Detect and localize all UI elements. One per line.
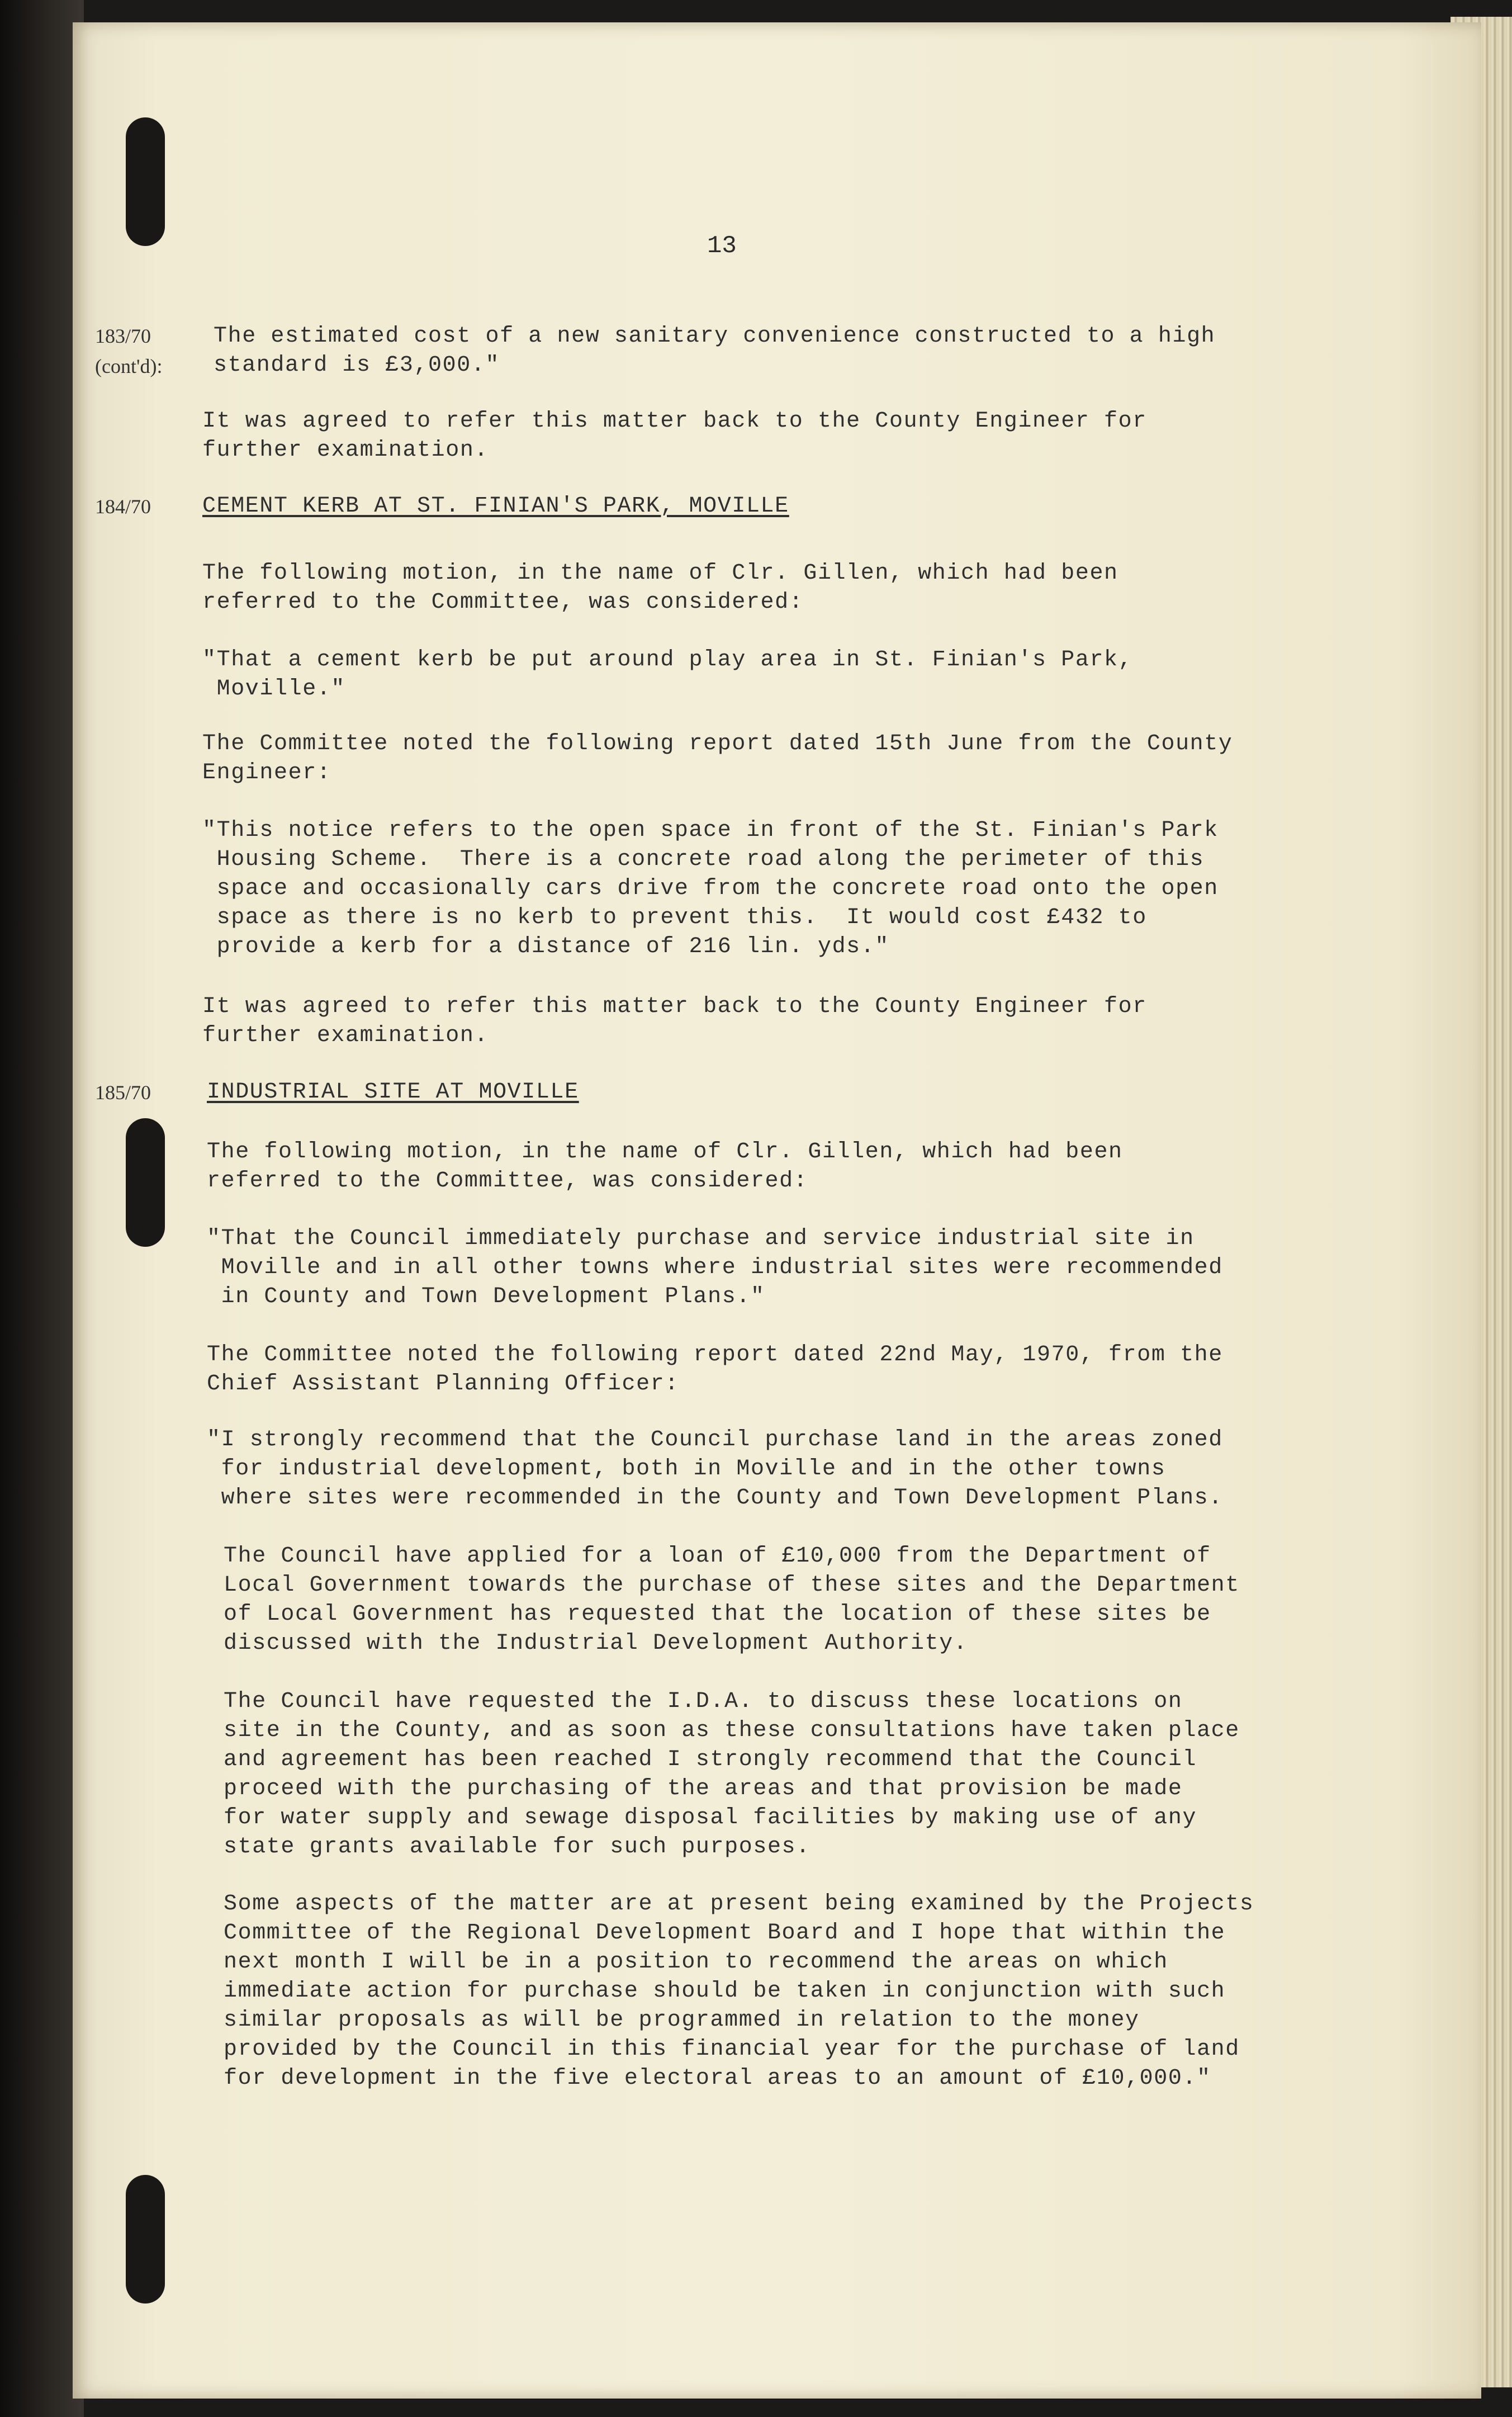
text-line: It was agreed to refer this matter back to the County Engineer for <box>202 994 1147 1019</box>
text-line: "That the Council immediately purchase and service industrial site in <box>207 1226 1195 1251</box>
text-line: The following motion, in the name of Clr. Gillen, which had been <box>207 1139 1123 1165</box>
text-line: Moville." <box>202 677 346 702</box>
text-line: The estimated cost of a new sanitary convenience constructed to a high <box>214 324 1216 349</box>
text-line: Some aspects of the matter are at present being examined by the Projects <box>224 1891 1254 1917</box>
text-line: and agreement has been reached I strongly recommend that the Council <box>224 1747 1197 1772</box>
text-line: The following motion, in the name of Clr. Gillen, which had been <box>202 561 1118 586</box>
document-page <box>73 22 1481 2399</box>
text-line: Chief Assistant Planning Officer: <box>207 1371 679 1397</box>
minute-ref: 185/70 <box>95 1081 151 1104</box>
minute-ref: 183/70 <box>95 325 151 347</box>
text-line: The Council have applied for a loan of £10,000 from the Department of <box>224 1544 1211 1569</box>
text-line: next month I will be in a position to recommend the areas on which <box>224 1950 1168 1975</box>
text-line: for development in the five electoral areas to an amount of £10,000." <box>224 2066 1211 2091</box>
text-line: further examination. <box>202 1023 489 1048</box>
text-line: space as there is no kerb to prevent this. It would cost £432 to <box>202 905 1147 930</box>
section-heading: INDUSTRIAL SITE AT MOVILLE <box>207 1080 579 1105</box>
text-line: Moville and in all other towns where industrial sites were recommended <box>207 1255 1223 1280</box>
binder-hole <box>126 1118 165 1247</box>
text-line: The Committee noted the following report dated 22nd May, 1970, from the <box>207 1342 1223 1368</box>
page-number: 13 <box>707 232 737 260</box>
binder-hole <box>126 117 165 246</box>
text-line: The Council have requested the I.D.A. to discuss these locations on <box>224 1689 1183 1714</box>
text-line: Engineer: <box>202 760 331 786</box>
text-line: immediate action for purchase should be taken in conjunction with such <box>224 1979 1226 2004</box>
text-line: proceed with the purchasing of the areas and that provision be made <box>224 1776 1183 1801</box>
text-line: space and occasionally cars drive from the concrete road onto the open <box>202 876 1219 901</box>
text-line: It was agreed to refer this matter back to the County Engineer for <box>202 409 1147 434</box>
text-line: state grants available for such purposes. <box>224 1834 810 1860</box>
text-line: Committee of the Regional Development Board and I hope that within the <box>224 1921 1226 1946</box>
text-line: for water supply and sewage disposal facilities by making use of any <box>224 1805 1197 1831</box>
text-line: standard is £3,000." <box>214 353 500 378</box>
minute-ref: 184/70 <box>95 495 151 518</box>
text-line: provide a kerb for a distance of 216 lin. yds." <box>202 934 889 959</box>
text-line: referred to the Committee, was considered: <box>207 1169 808 1194</box>
text-line: discussed with the Industrial Development Authority. <box>224 1631 968 1656</box>
text-line: in County and Town Development Plans." <box>207 1284 765 1309</box>
text-line: site in the County, and as soon as these consultations have taken place <box>224 1718 1240 1743</box>
text-line: "I strongly recommend that the Council purchase land in the areas zoned <box>207 1427 1223 1453</box>
text-line: "That a cement kerb be put around play area in St. Finian's Park, <box>202 647 1133 673</box>
text-line: "This notice refers to the open space in front of the St. Finian's Park <box>202 818 1219 843</box>
text-line: Housing Scheme. There is a concrete road along the perimeter of this <box>202 847 1205 872</box>
text-line: further examination. <box>202 438 489 463</box>
text-line: for industrial development, both in Moville and in the other towns <box>207 1456 1166 1482</box>
text-line: referred to the Committee, was considered: <box>202 590 804 615</box>
text-line: Local Government towards the purchase of these sites and the Department <box>224 1573 1240 1598</box>
text-line: of Local Government has requested that the location of these sites be <box>224 1602 1211 1627</box>
text-line: The Committee noted the following report dated 15th June from the County <box>202 731 1233 756</box>
text-line: provided by the Council in this financial year for the purchase of land <box>224 2037 1240 2062</box>
binder-hole <box>126 2175 165 2304</box>
section-heading: CEMENT KERB AT ST. FINIAN'S PARK, MOVILLE <box>202 494 789 519</box>
text-line: similar proposals as will be programmed in relation to the money <box>224 2008 1140 2033</box>
binder-spine <box>0 0 84 2417</box>
text-line: where sites were recommended in the County and Town Development Plans. <box>207 1486 1223 1511</box>
minute-ref-cont: (cont'd): <box>95 355 163 377</box>
